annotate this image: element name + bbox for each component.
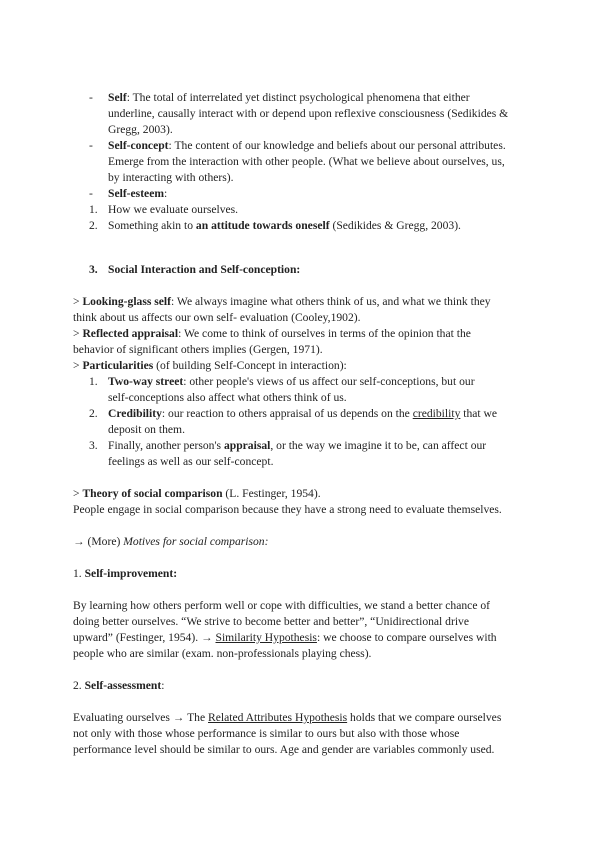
- line-text: [108, 438, 486, 454]
- bold-term: Self-esteem: [108, 187, 165, 200]
- text-run: How we evaluate ourselves.: [108, 203, 239, 216]
- text-line: [0, 262, 600, 278]
- list-marker: 1.: [89, 203, 98, 216]
- line-text: [73, 598, 490, 614]
- list-item: [0, 202, 600, 218]
- text-run: underline, causally interact with or depend upon reflexive consciousness (Sedikides &: [108, 107, 509, 120]
- text-run: Evaluating ourselves → The: [73, 711, 209, 724]
- text-line: [0, 646, 600, 662]
- text-line: [0, 138, 600, 154]
- line-text: [73, 614, 469, 630]
- list-item: [0, 406, 600, 438]
- list-item: [0, 374, 600, 406]
- text-line: [0, 454, 600, 470]
- text-run: not only with those whose performance is similar to ours but also with those whose: [73, 727, 460, 740]
- text-run: :: [164, 187, 168, 200]
- text-run: : other people's views of us affect our self-conceptions, but our: [183, 375, 475, 388]
- text-run: performance level should be similar to ours. Age and gender are variables commonly used.: [73, 743, 495, 756]
- text-run: people who are similar (exam. non-professionals playing chess).: [73, 647, 372, 660]
- underlined-term: Related Attributes Hypothesis: [208, 711, 348, 724]
- text-line: [0, 566, 600, 582]
- text-line: [0, 742, 600, 758]
- line-text: [108, 390, 347, 406]
- italic-text: Motives for social comparison:: [123, 535, 269, 548]
- text-run: (L. Festinger, 1954).: [222, 487, 321, 500]
- list-marker: -: [89, 91, 93, 104]
- text-run: (of building Self-Concept in interaction):: [153, 359, 347, 372]
- line-text: [108, 202, 238, 218]
- line-text: [108, 422, 185, 438]
- text-line: [0, 310, 600, 326]
- text-run: holds that we compare ourselves: [347, 711, 502, 724]
- line-text: [108, 138, 506, 154]
- text-run: >: [73, 327, 83, 340]
- text-line: [0, 598, 600, 614]
- paragraph: [0, 326, 600, 358]
- line-text: [73, 358, 347, 374]
- line-text: [73, 310, 361, 326]
- line-text: [73, 566, 177, 582]
- text-line: [0, 502, 600, 518]
- list-marker: 2.: [89, 219, 98, 232]
- line-text: [108, 262, 300, 278]
- text-run: >: [73, 487, 83, 500]
- text-run: Finally, another person's: [108, 439, 224, 452]
- line-text: [73, 646, 371, 662]
- text-line: [0, 342, 600, 358]
- line-text: [108, 374, 475, 390]
- text-run: : The total of interrelated yet distinct psychological phenomena that either: [126, 91, 470, 104]
- line-text: [108, 218, 461, 234]
- line-text: [108, 170, 234, 186]
- text-line: [0, 326, 600, 342]
- list-marker: 3.: [89, 263, 98, 276]
- bold-term: Two-way street: [108, 375, 184, 388]
- text-run: think about us affects our own self- evaluation (Cooley,1902).: [73, 311, 361, 324]
- text-run: : our reaction to others appraisal of us depends on the: [161, 407, 413, 420]
- text-run: Gregg, 2003).: [108, 123, 173, 136]
- text-run: Something akin to: [108, 219, 196, 232]
- text-line: [0, 170, 600, 186]
- paragraph: [0, 598, 600, 662]
- text-line: [0, 726, 600, 742]
- text-line: [0, 534, 600, 550]
- text-line: [0, 406, 600, 422]
- line-text: [73, 678, 164, 694]
- bold-term: an attitude towards oneself: [195, 219, 330, 232]
- paragraph: [0, 294, 600, 326]
- line-text: [73, 742, 494, 758]
- list-item: [0, 438, 600, 470]
- text-run: People engage in social comparison because they have a strong need to evaluate themselves.: [73, 503, 502, 516]
- bold-term: appraisal: [223, 439, 271, 452]
- underlined-term: credibility: [412, 407, 461, 420]
- text-run: upward” (Festinger, 1954). →: [73, 631, 216, 644]
- text-run: : The content of our knowledge and beliefs about our personal attributes.: [168, 139, 506, 152]
- text-line: [0, 678, 600, 694]
- text-run: :: [161, 679, 165, 692]
- list-marker: -: [89, 139, 93, 152]
- text-run: 1.: [73, 567, 85, 580]
- text-run: >: [73, 359, 83, 372]
- text-line: [0, 614, 600, 630]
- text-run: : we choose to compare ourselves with: [316, 631, 497, 644]
- paragraph: [0, 710, 600, 758]
- text-line: [0, 294, 600, 310]
- section-heading: [0, 262, 600, 278]
- text-run: behavior of significant others implies (Gergen, 1971).: [73, 343, 323, 356]
- text-line: [0, 630, 600, 646]
- text-line: [0, 358, 600, 374]
- list-item: [0, 138, 600, 186]
- line-text: [108, 106, 508, 122]
- bold-term: Looking-glass self: [82, 295, 172, 308]
- text-run: self-conceptions also affect what others think of us.: [108, 391, 347, 404]
- paragraph: [0, 486, 600, 518]
- text-line: [0, 122, 600, 138]
- text-run: feelings as well as our self-concept.: [108, 455, 274, 468]
- line-text: [73, 294, 491, 310]
- line-text: [73, 326, 471, 342]
- paragraph: [0, 534, 600, 550]
- line-text: [73, 630, 497, 646]
- text-run: → (More): [73, 535, 124, 548]
- text-line: [0, 218, 600, 234]
- text-line: [0, 106, 600, 122]
- text-line: [0, 374, 600, 390]
- line-text: [73, 726, 459, 742]
- paragraph: [0, 566, 600, 582]
- line-text: [73, 502, 502, 518]
- text-run: >: [73, 295, 83, 308]
- list-item: [0, 186, 600, 202]
- line-text: [73, 710, 501, 726]
- bold-term: Theory of social comparison: [82, 487, 223, 500]
- bold-term: Self-improvement:: [84, 567, 178, 580]
- line-text: [108, 454, 273, 470]
- bold-term: Particularities: [82, 359, 154, 372]
- list-item: [0, 218, 600, 234]
- list-marker: 2.: [89, 407, 98, 420]
- text-line: [0, 438, 600, 454]
- text-run: by interacting with others).: [108, 171, 234, 184]
- text-run: : We always imagine what others think of us, and what we think they: [171, 295, 491, 308]
- list-marker: -: [89, 187, 93, 200]
- bold-term: Self-concept: [108, 139, 169, 152]
- line-text: [108, 122, 173, 138]
- text-run: : We come to think of ourselves in terms of the opinion that the: [178, 327, 471, 340]
- text-run: that we: [460, 407, 498, 420]
- text-line: [0, 154, 600, 170]
- text-line: [0, 710, 600, 726]
- line-text: [73, 342, 323, 358]
- text-run: , or the way we imagine it to be, can affect our: [270, 439, 487, 452]
- text-run: (Sedikides & Gregg, 2003).: [329, 219, 461, 232]
- text-run: deposit on them.: [108, 423, 185, 436]
- text-line: [0, 390, 600, 406]
- list-marker: 3.: [89, 439, 98, 452]
- paragraph: [0, 678, 600, 694]
- text-line: [0, 186, 600, 202]
- bold-term: Reflected appraisal: [82, 327, 179, 340]
- line-text: [108, 406, 497, 422]
- list-marker: 1.: [89, 375, 98, 388]
- text-run: doing better ourselves. “We strive to become better and better”, “Unidirectional drive: [73, 615, 469, 628]
- bold-term: Credibility: [108, 407, 162, 420]
- text-run: 2.: [73, 679, 85, 692]
- line-text: [108, 186, 167, 202]
- text-line: [0, 90, 600, 106]
- text-line: [0, 486, 600, 502]
- line-text: [108, 154, 505, 170]
- paragraph: [0, 358, 600, 374]
- line-text: [73, 534, 268, 550]
- underlined-term: Similarity Hypothesis: [215, 631, 317, 644]
- text-line: [0, 202, 600, 218]
- bold-term: Self-assessment: [84, 679, 162, 692]
- bold-term: Social Interaction and Self-conception:: [108, 263, 301, 276]
- text-run: Emerge from the interaction with other people. (What we believe about ourselves, us,: [108, 155, 505, 168]
- line-text: [73, 486, 321, 502]
- line-text: [108, 90, 470, 106]
- text-run: By learning how others perform well or cope with difficulties, we stand a better chance of: [73, 599, 491, 612]
- text-line: [0, 422, 600, 438]
- list-item: [0, 90, 600, 138]
- bold-term: Self: [108, 91, 127, 104]
